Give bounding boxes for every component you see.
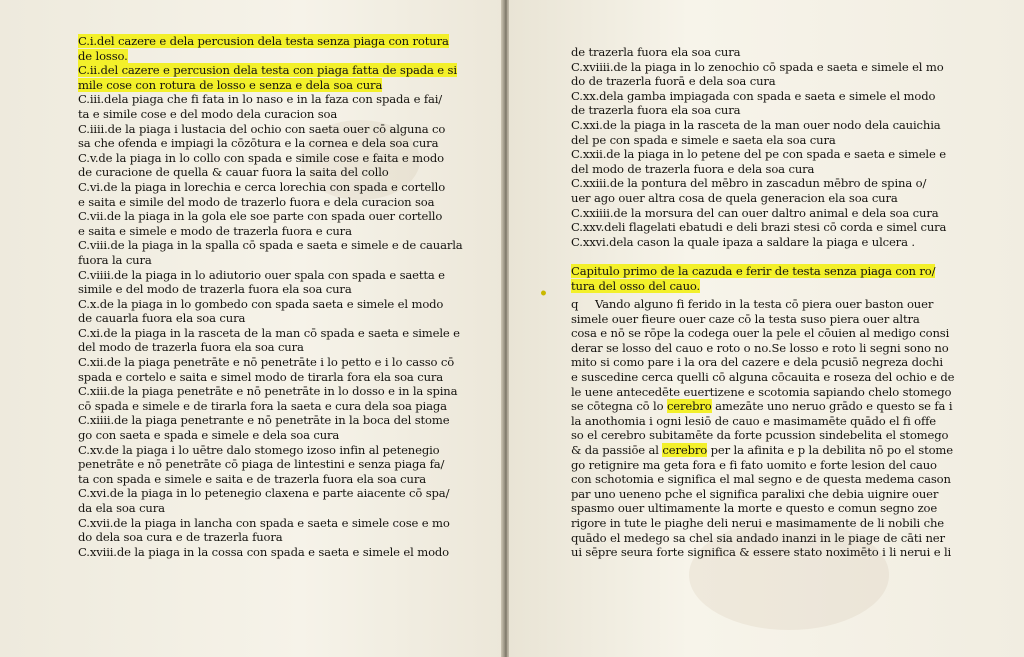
toc-entry	[571, 176, 991, 205]
body-line	[571, 370, 991, 385]
toc-entry	[78, 180, 478, 209]
toc-entry	[78, 384, 478, 413]
toc-line	[78, 282, 478, 297]
toc-line	[78, 472, 478, 487]
toc-line	[78, 443, 478, 458]
toc-line-text: C.xviiii.de la piaga in lo zenochio cō spada e saeta e simele el mo	[571, 59, 944, 74]
toc-line	[571, 45, 991, 60]
toc-line-text: C.x.de la piaga in lo gombedo con spada saeta e simele el modo	[78, 296, 444, 311]
toc-line	[78, 326, 478, 341]
toc-line-text: C.xi.de la piaga in la rasceta de la man cō spada e saeta e simele e	[78, 325, 460, 340]
toc-line-text: C.xxii.de la piaga in lo petene del pe con spada e saeta e simele e	[571, 147, 946, 162]
body-text: amezāte uno neruo grādo e questo se fa i	[711, 399, 953, 414]
toc-line	[78, 516, 478, 531]
toc-line	[78, 151, 478, 166]
section-gap	[571, 249, 991, 264]
toc-line	[78, 413, 478, 428]
toc-line-text: C.xii.de la piaga penetrāte e nō penetrāte i lo petto e i lo casso cō	[78, 355, 455, 370]
chapter-heading-text: tura del osso del cauo.	[571, 278, 701, 293]
table-of-contents-left	[78, 34, 478, 559]
toc-line-text: simile e del modo de trazerla fuora ela soa cura	[78, 282, 352, 297]
toc-line-text: de cauarla fuora ela soa cura	[78, 311, 246, 326]
chapter-heading-line	[571, 264, 991, 279]
toc-entry	[78, 92, 478, 121]
chapter-body	[571, 297, 991, 560]
body-line	[571, 501, 991, 516]
toc-line-text: C.xxv.deli flagelati ebatudi e deli brazi stesi cō corda e simel cura	[571, 220, 947, 235]
toc-line-text: mile cose con rotura de losso e senza e dela soa cura	[78, 77, 383, 92]
toc-line	[78, 63, 478, 78]
body-text: Vando alguno fi ferido in la testa cō piera ouer baston ouer	[595, 297, 934, 312]
toc-entry	[78, 151, 478, 180]
initial-letter: q	[571, 297, 579, 312]
body-line	[571, 487, 991, 502]
toc-line-text: C.xv.de la piaga i lo uētre dalo stomego izoso infin al petenegio	[78, 442, 440, 457]
toc-line-text: C.xx.dela gamba impiagada con spada e saeta e simele el modo	[571, 88, 936, 103]
toc-line	[78, 530, 478, 545]
toc-line	[571, 176, 991, 191]
toc-line	[78, 180, 478, 195]
toc-line-text: C.xxiii.de la pontura del mēbro in zascadun mēbro de spina o/	[571, 176, 927, 191]
toc-line-text: de trazerla fuora ela soa cura	[571, 103, 741, 118]
toc-line	[571, 206, 991, 221]
toc-line-text: C.viii.de la piaga in la spalla cō spada e saeta e simele e de cauarla	[78, 238, 463, 253]
toc-line	[571, 103, 991, 118]
toc-line-text: del modo de trazerla fuora e dela soa cura	[571, 161, 815, 176]
toc-line	[78, 501, 478, 516]
body-line	[571, 472, 991, 487]
toc-line-text: e saita e simile del modo de trazerlo fuora e dela curacion soa	[78, 194, 435, 209]
toc-line-text: C.iii.dela piaga che fi fata in lo naso e in la faza con spada e fai/	[78, 92, 443, 107]
toc-line	[78, 49, 478, 64]
toc-entry	[78, 443, 478, 487]
toc-line-text: C.vi.de la piaga in lorechia e cerca lorechia con spada e cortello	[78, 179, 446, 194]
highlighted-word: cerebro	[666, 399, 712, 414]
toc-line	[78, 122, 478, 137]
toc-entry	[78, 297, 478, 326]
toc-line	[78, 209, 478, 224]
toc-line-text: C.xvi.de la piaga in lo petenegio claxena e parte aiacente cō spa/	[78, 486, 450, 501]
left-page	[0, 0, 503, 657]
toc-line-text: del pe con spada e simele e saeta ela soa cura	[571, 132, 836, 147]
toc-line	[78, 545, 478, 560]
toc-line-text: penetrāte e nō penetrāte cō piaga de lintestini e senza piaga fa/	[78, 457, 445, 472]
body-line	[571, 414, 991, 429]
toc-line	[571, 235, 991, 250]
toc-entry	[571, 220, 991, 235]
toc-line	[78, 340, 478, 355]
toc-entry	[78, 355, 478, 384]
toc-line-text: C.v.de la piaga in lo collo con spada e simile cose e faita e modo	[78, 150, 444, 165]
toc-line	[571, 162, 991, 177]
toc-line	[78, 486, 478, 501]
toc-line-text: C.viiii.de la piaga in lo adiutorio ouer spala con spada e saetta e	[78, 267, 445, 282]
toc-line	[571, 118, 991, 133]
toc-line	[78, 34, 478, 49]
toc-line	[78, 136, 478, 151]
toc-line-text: e saita e simele e modo de trazerla fuora e cura	[78, 223, 352, 238]
toc-line-text: C.ii.del cazere e percusion dela testa con piaga fatta de spada e si	[78, 63, 457, 78]
toc-line	[78, 224, 478, 239]
toc-line	[78, 268, 478, 283]
toc-line	[78, 195, 478, 210]
body-text: derar se losso del cauo e roto o no.Se losso e roto li segni sono no	[571, 340, 949, 355]
body-text: mito si como pare i la ora del cazere e dela pcusiō negreza dochi	[571, 355, 943, 370]
toc-line-text: C.xiiii.de la piaga penetrante e nō penetrāte in la boca del stome	[78, 413, 450, 428]
toc-line-text: C.xiii.de la piaga penetrāte e nō penetrāte in lo dosso e in la spina	[78, 384, 458, 399]
toc-entry	[78, 209, 478, 238]
body-line	[571, 545, 991, 560]
toc-entry	[571, 235, 991, 250]
toc-line-text: C.xxvi.dela cason la quale ipaza a saldare la piaga e ulcera .	[571, 234, 915, 249]
chapter-heading-line	[571, 279, 991, 294]
toc-entry	[78, 326, 478, 355]
body-text: quādo el medego sa chel sia andado inanzi in le piage de cāti ner	[571, 530, 945, 545]
toc-line	[78, 355, 478, 370]
chapter-heading-text: Capitulo primo de la cazuda e ferir de testa senza piaga con ro/	[571, 263, 936, 278]
body-text: par uno ueneno pche el significa paralixi che debia uignire ouer	[571, 486, 939, 501]
toc-line-text: uer ago ouer altra cosa de quela generacion ela soa cura	[571, 190, 898, 205]
toc-entry	[571, 206, 991, 221]
toc-entry	[571, 147, 991, 176]
toc-line	[78, 253, 478, 268]
toc-line	[571, 191, 991, 206]
body-text: con schotomia e significa el mal segno e de questa medema cason	[571, 472, 951, 487]
body-line	[571, 326, 991, 341]
body-text: simele ouer fieure ouer caze cō la testa suso piera ouer altra	[571, 311, 920, 326]
toc-line-text: C.i.del cazere e dela percusion dela testa senza piaga con rotura	[78, 34, 449, 48]
toc-line	[78, 297, 478, 312]
toc-line-text: do dela soa cura e de trazerla fuora	[78, 530, 283, 545]
body-line	[571, 297, 991, 312]
body-text: le uene antecedēte euertizene e scotomia sapiando chelo stomego	[571, 384, 952, 399]
body-line	[571, 428, 991, 443]
body-line	[571, 458, 991, 473]
toc-line	[78, 92, 478, 107]
toc-line-text: del modo de trazerla fuora ela soa cura	[78, 340, 304, 355]
toc-line-text: C.xxiiii.de la morsura del can ouer daltro animal e dela soa cura	[571, 205, 939, 220]
toc-line	[571, 74, 991, 89]
toc-line-text: C.xviii.de la piaga in la cossa con spada e saeta e simele el modo	[78, 544, 450, 559]
toc-line-text: da ela soa cura	[78, 501, 165, 515]
body-text: so el cerebro subitamēte da forte pcussion sindebelita el stomego	[571, 428, 949, 443]
toc-line-text: sa che ofenda e impiagi la cōzōtura e la cornea e dela soa cura	[78, 136, 439, 151]
toc-entry	[78, 516, 478, 545]
toc-entry	[78, 34, 478, 63]
toc-line-text: C.xvii.de la piaga in lancha con spada e saeta e simele cose e mo	[78, 515, 450, 530]
body-text: per la afinita e p la debilita nō po el stome	[707, 443, 953, 458]
toc-line	[571, 60, 991, 75]
toc-line	[78, 311, 478, 326]
body-text: rigore in tute le piaghe deli nerui e masimamente de li nobili che	[571, 516, 944, 530]
toc-line-text: de losso.	[78, 48, 128, 63]
toc-entry	[78, 413, 478, 442]
toc-line	[78, 238, 478, 253]
toc-line	[78, 107, 478, 122]
body-text: go retignire ma geta fora e fi fato uomito e forte lesion del cauo	[571, 457, 937, 472]
toc-line-text: fuora la cura	[78, 252, 152, 267]
body-text: ui sēpre seura forte significa & essere stato noximēto i li nerui e li	[571, 545, 952, 560]
toc-line	[78, 428, 478, 443]
toc-line-text: cō spada e simele e de tirarla fora la saeta e cura dela soa piaga	[78, 398, 447, 413]
toc-line-text: C.xxi.de la piaga in la rasceta de la man ouer nodo dela cauichia	[571, 117, 941, 132]
body-text: e suscedine cerca quelli cō alguna cōcauita e roseza del ochio e de	[571, 370, 955, 385]
toc-line	[78, 399, 478, 414]
toc-entry	[571, 60, 991, 89]
body-line	[571, 516, 991, 531]
toc-line	[571, 220, 991, 235]
body-text: la anothomia i ogni lesiō de cauo e masimamēte quādo el fi offe	[571, 413, 936, 428]
body-line	[571, 443, 991, 458]
body-line	[571, 355, 991, 370]
body-line	[571, 341, 991, 356]
body-text: spasmo ouer ultimamente la morte e questo e comun segno zoe	[571, 501, 938, 516]
margin-mark: •	[539, 286, 548, 302]
toc-entry	[78, 63, 478, 92]
body-line	[571, 531, 991, 546]
body-text: cosa e nō se rōpe la codega ouer la pele el cōuien al medigo consi	[571, 326, 950, 341]
body-text: & da passiōe al	[571, 443, 663, 458]
toc-entry	[78, 122, 478, 151]
toc-entry	[78, 238, 478, 267]
toc-entry	[78, 486, 478, 515]
toc-line-text: de trazerla fuora ela soa cura	[571, 45, 741, 59]
toc-line	[78, 370, 478, 385]
chapter-heading	[571, 264, 991, 293]
toc-entry	[78, 268, 478, 297]
toc-line	[571, 89, 991, 104]
body-line	[571, 312, 991, 327]
right-page	[509, 0, 1024, 657]
body-text: se cōtegna cō lo	[571, 399, 667, 414]
body-line	[571, 385, 991, 400]
table-of-contents-right	[571, 45, 991, 560]
body-line	[571, 399, 991, 414]
toc-entry	[571, 118, 991, 147]
toc-line-text: do de trazerla fuorā e dela soa cura	[571, 74, 776, 89]
toc-entry	[571, 45, 991, 60]
toc-line-text: C.vii.de la piaga in la gola ele soe parte con spada ouer cortello	[78, 209, 443, 224]
toc-line-text: go con saeta e spada e simele e dela soa cura	[78, 428, 340, 443]
toc-line-text: ta con spada e simele e saita e de trazerla fuora ela soa cura	[78, 471, 427, 486]
toc-line	[78, 384, 478, 399]
toc-line	[571, 147, 991, 162]
toc-line-text: spada e cortelo e saita e simel modo de tirarla fora ela soa cura	[78, 369, 444, 384]
toc-entry	[571, 89, 991, 118]
toc-line-text: C.iiii.de la piaga i lustacia del ochio con saeta ouer cō alguna co	[78, 121, 446, 136]
toc-line	[78, 457, 478, 472]
toc-line	[571, 133, 991, 148]
toc-line	[78, 165, 478, 180]
toc-entry	[78, 545, 478, 560]
highlighted-word: cerebro	[662, 443, 708, 458]
toc-line	[78, 78, 478, 93]
toc-line-text: de curacione de quella & cauar fuora la saita del collo	[78, 165, 389, 180]
toc-line-text: ta e simile cose e del modo dela curacion soa	[78, 106, 338, 121]
